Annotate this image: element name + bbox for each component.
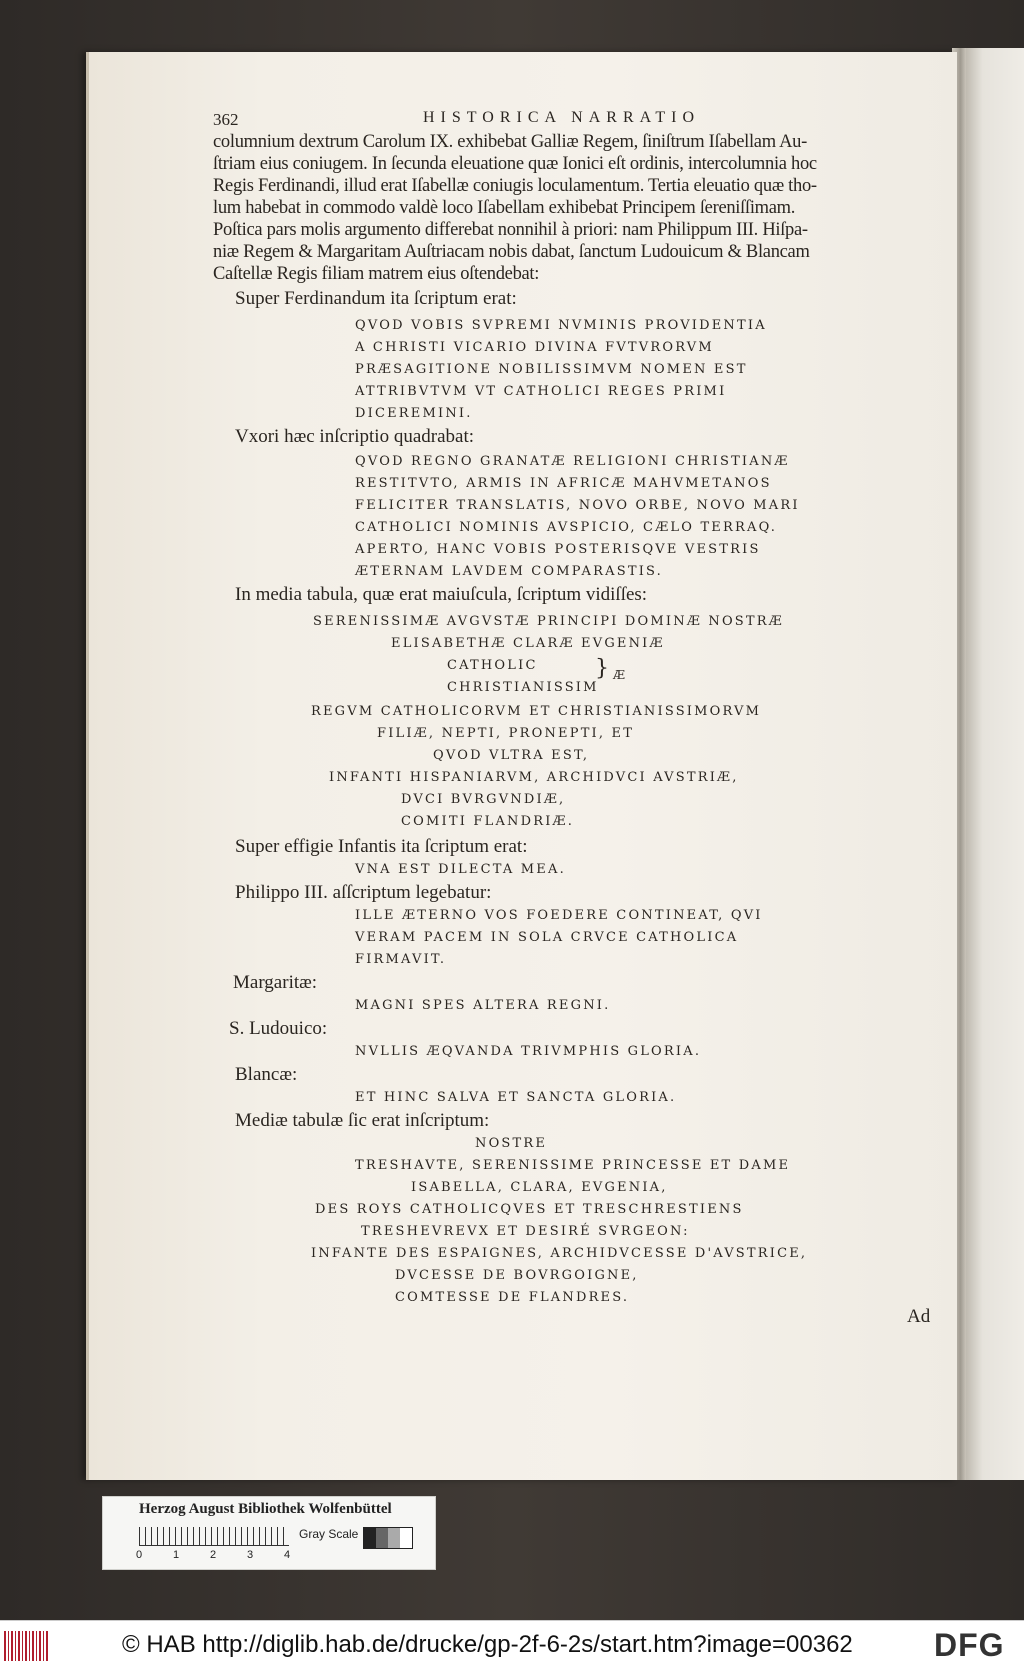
label-margaritae: Margaritæ: (233, 972, 318, 993)
inscription-line: DVCESSE DE BOVRGOIGNE, (395, 1268, 639, 1283)
gray-scale-swatch (363, 1527, 413, 1549)
facing-page-edge (965, 48, 1024, 1480)
label-media: In media tabula, quæ erat maiuſcula, ſcriptum vidiſſes: (235, 584, 648, 605)
inscription-line: TRESHAVTE, SERENISSIME PRINCESSE ET DAME (355, 1158, 791, 1173)
body-line: ſtriam eius coniugem. In ſecunda eleuatione quæ Ionici eſt ordinis, intercolumnia hoc (213, 154, 817, 174)
inscription-line: NOSTRE (475, 1136, 548, 1151)
card-title: Herzog August Bibliothek Wolfenbüttel (139, 1501, 392, 1517)
hab-barcode-icon (4, 1631, 48, 1661)
inscription-line: ELISABETHÆ CLARÆ EVGENIÆ (391, 636, 665, 651)
ruler-number: 2 (210, 1549, 217, 1561)
page-number: 362 (213, 110, 239, 129)
label-ludouico: S. Ludouico: (229, 1018, 328, 1039)
catchword: Ad (907, 1306, 931, 1327)
inscription-blancae: ET HINC SALVA ET SANCTA GLORIA. (355, 1090, 677, 1105)
footer-bar (0, 1620, 1024, 1670)
inscription-line: VERAM PACEM IN SOLA CRVCE CATHOLICA (355, 930, 739, 945)
label-blancae: Blancæ: (235, 1064, 298, 1085)
label-uxor: Vxori hæc inſcriptio quadrabat: (235, 426, 475, 447)
ruler-number: 3 (247, 1549, 254, 1561)
inscription-line: RESTITVTO, ARMIS IN AFRICÆ MAHVMETANOS (355, 476, 772, 491)
inscription-line: ILLE ÆTERNO VOS FOEDERE CONTINEAT, QVI (355, 908, 763, 923)
inscription-line: ÆTERNAM LAVDEM COMPARASTIS. (355, 564, 664, 579)
inscription-line: CATHOLIC (447, 658, 538, 673)
label-philippo: Philippo III. aſſcriptum legebatur: (235, 882, 492, 903)
inscription-line: FELICITER TRANSLATIS, NOVO ORBE, NOVO MARI (355, 498, 800, 513)
book-page (86, 52, 957, 1480)
gray-scale-label: Gray Scale (299, 1527, 359, 1541)
inscription-line: CHRISTIANISSIM (447, 680, 599, 695)
footer-url[interactable]: © HAB http://diglib.hab.de/drucke/gp-2f-6-2s/start.htm?image=00362 (122, 1631, 853, 1658)
inscription-line: REGVM CATHOLICORVM ET CHRISTIANISSIMORVM (311, 704, 762, 719)
color-reference-card (102, 1496, 436, 1570)
label-ferdinand: Super Ferdinandum ita ſcriptum erat: (235, 288, 517, 309)
inscription-line: QVOD VLTRA EST, (433, 748, 590, 763)
ruler-scale (139, 1527, 289, 1546)
inscription-line: ISABELLA, CLARA, EVGENIA, (411, 1180, 668, 1195)
inscription-line: DVCI BVRGVNDIÆ, (401, 792, 566, 807)
body-line: Caſtellæ Regis filiam matrem eius oſtendebat: (213, 264, 540, 284)
inscription-line: COMTESSE DE FLANDRES. (395, 1290, 630, 1305)
brace-glyph: } (595, 656, 609, 681)
label-infantis: Super effigie Infantis ita ſcriptum erat: (235, 836, 528, 857)
inscription-line: COMITI FLANDRIÆ. (401, 814, 575, 829)
inscription-ludouico: NVLLIS ÆQVANDA TRIVMPHIS GLORIA. (355, 1044, 702, 1059)
inscription-infantis: VNA EST DILECTA MEA. (355, 862, 566, 877)
inscription-line: A CHRISTI VICARIO DIVINA FVTVRORVM (355, 340, 714, 355)
inscription-line: PRÆSAGITIONE NOBILISSIMVM NOMEN EST (355, 362, 748, 377)
inscription-line: ATTRIBVTVM VT CATHOLICI REGES PRIMI (355, 384, 727, 399)
inscription-line: FILIÆ, NEPTI, PRONEPTI, ET (377, 726, 635, 741)
ruler-number: 4 (284, 1549, 291, 1561)
inscription-line: FIRMAVIT. (355, 952, 447, 967)
inscription-line: QVOD VOBIS SVPREMI NVMINIS PROVIDENTIA (355, 318, 767, 333)
inscription-line: QVOD REGNO GRANATÆ RELIGIONI CHRISTIANÆ (355, 454, 790, 469)
body-line: columnium dextrum Carolum IX. exhibebat Galliæ Regem, ſiniſtrum Iſabellam Au- (213, 132, 807, 152)
body-line: niæ Regem & Margaritam Auſtriacam nobis dabat, ſanctum Ludouicum & Blancam (213, 242, 810, 262)
body-line: Poſtica pars molis argumento differebat nonnihil à priori: nam Philippum III. Hiſpa- (213, 220, 808, 240)
body-line: lum habebat in commodo valdè loco Iſabellam exhibebat Principem ſereniſſimam. (213, 198, 796, 218)
inscription-line: INFANTI HISPANIARVM, ARCHIDVCI AVSTRIÆ, (329, 770, 739, 785)
inscription-line: TRESHEVREVX ET DESIRÉ SVRGEON: (361, 1224, 690, 1239)
inscription-line: SERENISSIMÆ AVGVSTÆ PRINCIPI DOMINÆ NOSTRÆ (313, 614, 784, 629)
inscription-suffix: Æ (613, 668, 628, 682)
inscription-line: INFANTE DES ESPAIGNES, ARCHIDVCESSE D'AVSTRICE, (311, 1246, 808, 1261)
ruler-number: 0 (136, 1549, 143, 1561)
ruler-number: 1 (173, 1549, 180, 1561)
inscription-line: DICEREMINI. (355, 406, 473, 421)
inscription-line: APERTO, HANC VOBIS POSTERISQVE VESTRIS (355, 542, 761, 557)
inscription-line: DES ROYS CATHOLICQVES ET TRESCHRESTIENS (315, 1202, 744, 1217)
label-mediae: Mediæ tabulæ ſic erat inſcriptum: (235, 1110, 490, 1131)
inscription-line: CATHOLICI NOMINIS AVSPICIO, CÆLO TERRAQ. (355, 520, 778, 535)
dfg-logo: DFG (934, 1627, 1005, 1663)
body-line: Regis Ferdinandi, illud erat Iſabellæ coniugis loculamentum. Tertia eleuatio quæ tho- (213, 176, 817, 196)
running-head: HISTORICA NARRATIO (423, 109, 701, 126)
inscription-margaritae: MAGNI SPES ALTERA REGNI. (355, 998, 611, 1013)
